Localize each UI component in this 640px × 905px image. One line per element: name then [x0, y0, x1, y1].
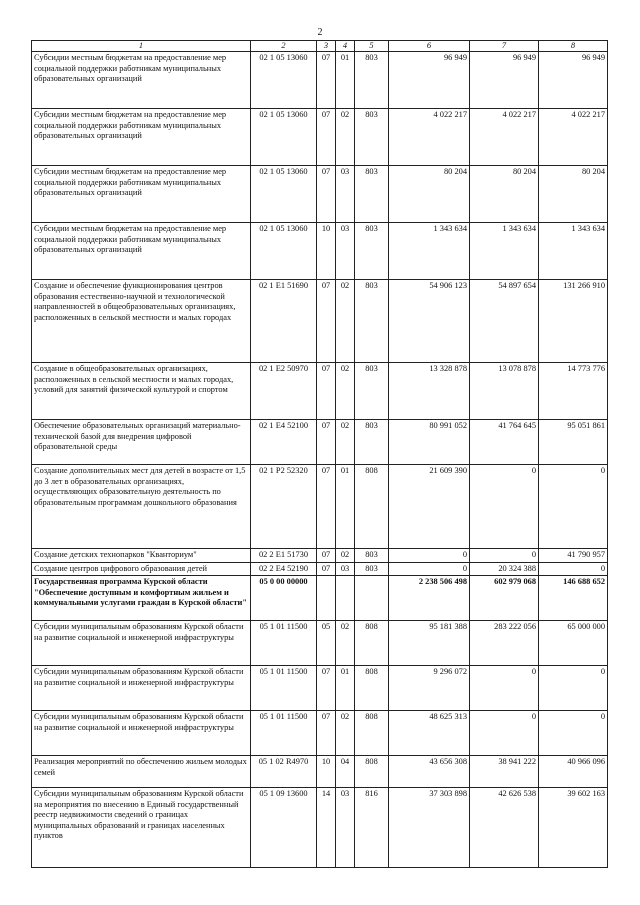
- row-razdel: 07: [317, 363, 336, 420]
- table-row: [32, 562, 608, 576]
- table-row: [32, 788, 608, 868]
- row-vid: 808: [355, 621, 389, 666]
- budget-table: [31, 40, 608, 868]
- row-razdel: 07: [317, 109, 336, 166]
- row-value-1: 9 296 072: [389, 666, 470, 711]
- row-value-1: 80 991 052: [389, 420, 470, 465]
- row-razdel: 07: [317, 52, 336, 109]
- row-podrazdel: 04: [336, 756, 355, 788]
- row-value-2: 42 626 538: [470, 788, 539, 868]
- row-razdel: 07: [317, 420, 336, 465]
- row-value-2: 20 324 388: [470, 562, 539, 576]
- row-value-3: 131 266 910: [539, 280, 608, 363]
- row-value-1: 21 609 390: [389, 465, 470, 549]
- row-name: Субсидии местным бюджетам на предоставление мер социальной поддержки работникам муниципальных образовательных организаций: [32, 109, 251, 166]
- row-podrazdel: 02: [336, 549, 355, 563]
- column-number: 4: [336, 41, 355, 52]
- row-vid: 816: [355, 788, 389, 868]
- row-vid: 803: [355, 166, 389, 223]
- row-code: 02 1 P2 52320: [251, 465, 317, 549]
- row-code: 02 1 E4 52100: [251, 420, 317, 465]
- row-value-1: 48 625 313: [389, 711, 470, 756]
- row-vid: 803: [355, 109, 389, 166]
- row-podrazdel: 02: [336, 363, 355, 420]
- table-body: [32, 52, 608, 868]
- row-code: 05 1 01 11500: [251, 666, 317, 711]
- row-razdel: 07: [317, 465, 336, 549]
- row-podrazdel: [336, 576, 355, 621]
- row-podrazdel: 03: [336, 562, 355, 576]
- row-code: 02 1 E2 50970: [251, 363, 317, 420]
- table-row: [32, 666, 608, 711]
- row-vid: 808: [355, 666, 389, 711]
- table-row: [32, 52, 608, 109]
- row-value-2: 41 764 645: [470, 420, 539, 465]
- row-vid: 803: [355, 549, 389, 563]
- row-value-3: 80 204: [539, 166, 608, 223]
- row-value-3: 40 966 096: [539, 756, 608, 788]
- row-value-3: 95 051 861: [539, 420, 608, 465]
- row-value-1: 80 204: [389, 166, 470, 223]
- column-number: 1: [32, 41, 251, 52]
- row-value-3: 1 343 634: [539, 223, 608, 280]
- row-value-1: 2 238 506 498: [389, 576, 470, 621]
- row-vid: 803: [355, 280, 389, 363]
- row-value-2: 54 897 654: [470, 280, 539, 363]
- column-number: 5: [355, 41, 389, 52]
- row-value-1: 37 303 898: [389, 788, 470, 868]
- row-podrazdel: 01: [336, 465, 355, 549]
- row-name: Субсидии местным бюджетам на предоставление мер социальной поддержки работникам муниципальных образовательных организаций: [32, 52, 251, 109]
- row-name: Создание в общеобразовательных организациях, расположенных в сельской местности и малых городах, условий для занятий физической культурой и спортом: [32, 363, 251, 420]
- row-value-2: 80 204: [470, 166, 539, 223]
- row-code: 02 1 05 13060: [251, 52, 317, 109]
- column-number-row: [32, 41, 608, 52]
- row-razdel: 10: [317, 756, 336, 788]
- row-vid: 803: [355, 420, 389, 465]
- row-code: 02 1 E1 51690: [251, 280, 317, 363]
- row-value-2: 602 979 068: [470, 576, 539, 621]
- row-podrazdel: 03: [336, 166, 355, 223]
- row-value-3: 0: [539, 562, 608, 576]
- column-number: 3: [317, 41, 336, 52]
- row-podrazdel: 02: [336, 109, 355, 166]
- row-name: Субсидии местным бюджетам на предоставление мер социальной поддержки работникам муниципальных образовательных организаций: [32, 223, 251, 280]
- row-value-1: 0: [389, 562, 470, 576]
- row-razdel: 07: [317, 666, 336, 711]
- row-value-3: 146 688 652: [539, 576, 608, 621]
- row-podrazdel: 01: [336, 666, 355, 711]
- row-value-3: 65 000 000: [539, 621, 608, 666]
- row-podrazdel: 03: [336, 223, 355, 280]
- row-value-1: 54 906 123: [389, 280, 470, 363]
- table-row: [32, 621, 608, 666]
- row-vid: [355, 576, 389, 621]
- table-row: [32, 280, 608, 363]
- row-value-3: 0: [539, 465, 608, 549]
- row-razdel: 07: [317, 549, 336, 563]
- row-name: Создание дополнительных мест для детей в возрасте от 1,5 до 3 лет в образовательных организациях, осуществляющих образовательную деятельность по образовательным программам дошкольного образования: [32, 465, 251, 549]
- row-value-1: 13 328 878: [389, 363, 470, 420]
- row-code: 02 1 05 13060: [251, 223, 317, 280]
- row-podrazdel: 01: [336, 52, 355, 109]
- row-vid: 803: [355, 363, 389, 420]
- row-value-3: 41 790 957: [539, 549, 608, 563]
- row-value-2: 283 222 056: [470, 621, 539, 666]
- row-value-1: 1 343 634: [389, 223, 470, 280]
- row-razdel: 07: [317, 280, 336, 363]
- row-value-2: 0: [470, 465, 539, 549]
- row-name: Создание детских технопарков "Кванториум": [32, 549, 251, 563]
- table-row: [32, 756, 608, 788]
- row-code: 05 1 01 11500: [251, 711, 317, 756]
- table-row: [32, 223, 608, 280]
- row-razdel: [317, 576, 336, 621]
- column-number: 7: [470, 41, 539, 52]
- table-row: [32, 576, 608, 621]
- row-value-2: 38 941 222: [470, 756, 539, 788]
- row-name: Обеспечение образовательных организаций материально-технической базой для внедрения цифровой образовательной среды: [32, 420, 251, 465]
- row-vid: 808: [355, 756, 389, 788]
- row-value-1: 43 656 308: [389, 756, 470, 788]
- row-razdel: 07: [317, 711, 336, 756]
- table-row: [32, 420, 608, 465]
- row-value-2: 13 078 878: [470, 363, 539, 420]
- row-value-2: 4 022 217: [470, 109, 539, 166]
- row-razdel: 07: [317, 562, 336, 576]
- row-name: Субсидии муниципальным образованиям Курской области на развитие социальной и инженерной инфраструктуры: [32, 711, 251, 756]
- row-name: Субсидии местным бюджетам на предоставление мер социальной поддержки работникам муниципальных образовательных организаций: [32, 166, 251, 223]
- row-podrazdel: 02: [336, 711, 355, 756]
- row-podrazdel: 02: [336, 280, 355, 363]
- table-row: [32, 166, 608, 223]
- row-vid: 803: [355, 562, 389, 576]
- row-name: Создание и обеспечение функционирования центров образования естественно-научной и технологической направленностей в общеобразовательных организациях, расположенных в сельской местности и малых городах: [32, 280, 251, 363]
- row-podrazdel: 02: [336, 420, 355, 465]
- row-razdel: 07: [317, 166, 336, 223]
- row-value-1: 96 949: [389, 52, 470, 109]
- row-value-3: 14 773 776: [539, 363, 608, 420]
- row-name: Государственная программа Курской области "Обеспечение доступным и комфортным жильем и коммунальными услугами граждан в Курской области": [32, 576, 251, 621]
- row-value-2: 1 343 634: [470, 223, 539, 280]
- row-value-3: 96 949: [539, 52, 608, 109]
- row-name: Субсидии муниципальным образованиям Курской области на мероприятия по внесению в Единый государственный реестр недвижимости сведений о границах муниципальных образований и границах населенных пунктов: [32, 788, 251, 868]
- row-value-3: 0: [539, 666, 608, 711]
- column-number: 8: [539, 41, 608, 52]
- row-value-2: 0: [470, 549, 539, 563]
- row-value-1: 4 022 217: [389, 109, 470, 166]
- page-number: 2: [317, 27, 323, 38]
- row-code: 05 1 01 11500: [251, 621, 317, 666]
- row-code: 05 1 09 13600: [251, 788, 317, 868]
- row-value-3: 4 022 217: [539, 109, 608, 166]
- row-vid: 808: [355, 711, 389, 756]
- row-code: 05 0 00 00000: [251, 576, 317, 621]
- row-name: Субсидии муниципальным образованиям Курской области на развитие социальной и инженерной инфраструктуры: [32, 621, 251, 666]
- table-row: [32, 711, 608, 756]
- row-name: Реализация мероприятий по обеспечению жильем молодых семей: [32, 756, 251, 788]
- row-vid: 808: [355, 465, 389, 549]
- row-name: Создание центров цифрового образования детей: [32, 562, 251, 576]
- row-name: Субсидии муниципальным образованиям Курской области на развитие социальной и инженерной инфраструктуры: [32, 666, 251, 711]
- table-row: [32, 549, 608, 563]
- column-number: 2: [251, 41, 317, 52]
- row-code: 02 2 E4 52190: [251, 562, 317, 576]
- row-razdel: 10: [317, 223, 336, 280]
- row-code: 02 2 E1 51730: [251, 549, 317, 563]
- row-razdel: 14: [317, 788, 336, 868]
- row-podrazdel: 02: [336, 621, 355, 666]
- row-code: 02 1 05 13060: [251, 166, 317, 223]
- row-value-1: 95 181 388: [389, 621, 470, 666]
- row-razdel: 05: [317, 621, 336, 666]
- table-row: [32, 465, 608, 549]
- row-podrazdel: 03: [336, 788, 355, 868]
- row-value-2: 0: [470, 666, 539, 711]
- row-value-2: 96 949: [470, 52, 539, 109]
- row-value-2: 0: [470, 711, 539, 756]
- table-row: [32, 363, 608, 420]
- row-code: 02 1 05 13060: [251, 109, 317, 166]
- row-value-3: 39 602 163: [539, 788, 608, 868]
- column-number: 6: [389, 41, 470, 52]
- row-code: 05 1 02 R4970: [251, 756, 317, 788]
- table-row: [32, 109, 608, 166]
- row-value-1: 0: [389, 549, 470, 563]
- row-value-3: 0: [539, 711, 608, 756]
- row-vid: 803: [355, 223, 389, 280]
- row-vid: 803: [355, 52, 389, 109]
